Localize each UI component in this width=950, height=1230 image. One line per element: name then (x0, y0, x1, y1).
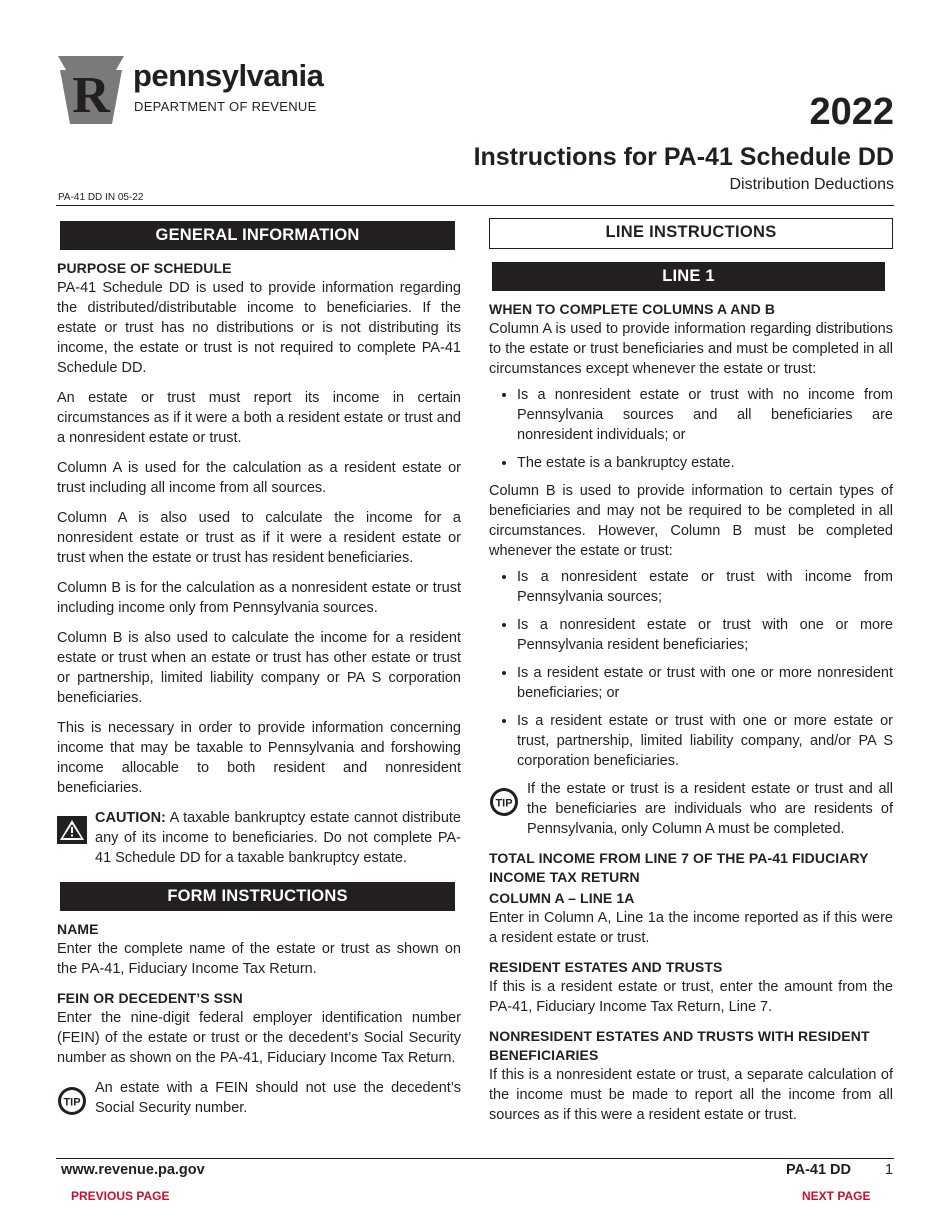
purpose-heading: PURPOSE OF SCHEDULE (57, 260, 232, 276)
footer-form-code: PA-41 DD (786, 1162, 851, 1178)
paragraph: An estate or trust must report its income in certain circumstances as if it were a both a resident estate or trust and a nonresident estate or trust. (57, 390, 461, 446)
name-heading: NAME (57, 921, 99, 937)
tip-icon-label: TIP (63, 1096, 81, 1109)
paragraph: Column B is also used to calculate the income for a resident estate or trust when an estate or trust has other estate or trust or partnership, limited liability company or PA S corporation beneficiaries. (57, 630, 461, 706)
caution-icon (57, 816, 87, 844)
list-item: • Is a resident estate or trust with one or more nonresident beneficiaries; or (517, 663, 893, 703)
name-text: Enter the complete name of the estate or trust as shown on the PA-41, Fiduciary Income Tax Return. (57, 941, 461, 977)
line-instructions-heading: LINE INSTRUCTIONS (489, 218, 893, 249)
tip-text: An estate with a FEIN should not use the decedent’s Social Security number. (95, 1080, 461, 1116)
logo-letter: R (72, 67, 110, 124)
fein-text: Enter the nine-digit federal employer identification number (FEIN) of the estate or trust or the decedent’s Social Security number as shown on the PA-41, Fiduciary Income Tax Return. (57, 1010, 461, 1066)
list-item: • Is a nonresident estate or trust with income from Pennsylvania sources; (517, 567, 893, 607)
tip-icon-label: TIP (495, 797, 513, 810)
form-instructions-heading: FORM INSTRUCTIONS (60, 882, 455, 911)
page-title: Instructions for PA-41 Schedule DD (473, 143, 894, 171)
page-subtitle: Distribution Deductions (729, 176, 894, 193)
list-item: • Is a resident estate or trust with one or more estate or trust, partnership, limited liability company, and/or PA S corporation beneficiaries. (517, 711, 893, 771)
left-column (57, 221, 461, 1128)
next-page-link[interactable]: NEXT PAGE (802, 1189, 871, 1203)
caution-label: CAUTION: (95, 810, 166, 826)
list-item: • Is a nonresident estate or trust with one or more Pennsylvania resident beneficiaries; (517, 615, 893, 655)
form-code: PA-41 DD IN 05-22 (58, 192, 144, 203)
department-name: DEPARTMENT OF REVENUE (134, 99, 317, 114)
paragraph: Column A is also used to calculate the income for a nonresident estate or trust as if it were a resident estate or trust when the estate or trust has resident beneficiaries. (57, 510, 461, 566)
caution-note (57, 808, 461, 868)
column-a-line-1a-text: Enter in Column A, Line 1a the income reported as if this were a resident estate or trust. (489, 910, 893, 946)
column-b-text: Column B is used to provide information to certain types of beneficiaries and may not be required to be completed in all circumstances. However, Column B must be completed whenever the estate or trust: (489, 483, 893, 559)
tax-year: 2022 (809, 91, 894, 133)
brand-name: pennsylvania (133, 58, 324, 93)
tip-icon (57, 1086, 87, 1116)
paragraph: This is necessary in order to provide information concerning income that may be taxable to Pennsylvania and forshowing income allocable to both resident and nonresident beneficiaries. (57, 720, 461, 796)
resident-text: If this is a resident estate or trust, enter the amount from the PA-41, Fiduciary Income Tax Return, Line 7. (489, 979, 893, 1015)
tip-text: If the estate or trust is a resident estate or trust and all the beneficiaries are individuals who are residents of Pennsylvania, only Column A must be completed. (527, 781, 893, 837)
right-column (489, 218, 893, 1135)
caution-text: A taxable bankruptcy estate cannot distribute any of its income to beneficiaries. Do not complete PA-41 Schedule DD for a taxable bankruptcy estate. (95, 810, 461, 866)
footer-divider (56, 1158, 894, 1159)
total-income-heading: TOTAL INCOME FROM LINE 7 OF THE PA-41 FIDUCIARY INCOME TAX RETURN (489, 850, 869, 885)
list-item: • Is a nonresident estate or trust with no income from Pennsylvania sources and all beneficiaries are nonresident individuals; or (517, 385, 893, 445)
when-to-complete-heading: WHEN TO COMPLETE COLUMNS A AND B (489, 301, 776, 317)
nonresident-heading: NONRESIDENT ESTATES AND TRUSTS WITH RESIDENT BENEFICIARIES (489, 1028, 870, 1063)
column-a-list (489, 385, 893, 473)
paragraph: Column B is for the calculation as a nonresident estate or trust including income only from Pennsylvania sources. (57, 580, 461, 616)
tip-note (57, 1078, 461, 1118)
column-b-list (489, 567, 893, 771)
header-divider (56, 205, 894, 206)
column-a-line-1a-heading: COLUMN A – LINE 1A (489, 890, 635, 906)
column-a-text: Column A is used to provide information regarding distributions to the estate or trust beneficiaries and must be completed in all circumstances except whenever the estate or trust: (489, 321, 893, 377)
nonresident-text: If this is a nonresident estate or trust, a separate calculation of the income must be made to report all the income from all sources as if this were a resident estate or trust. (489, 1067, 893, 1123)
page-number: 1 (885, 1162, 894, 1178)
previous-page-link[interactable]: PREVIOUS PAGE (71, 1189, 170, 1203)
paragraph: Column A is used for the calculation as a resident estate or trust including all income from all sources. (57, 460, 461, 496)
paragraph: PA-41 Schedule DD is used to provide information regarding the distributed/distributable income to beneficiaries. If the estate or trust has no distributions or is not distributing its income, the estate or trust is not required to complete PA-41 Schedule DD. (57, 280, 461, 376)
tip-note (489, 779, 893, 839)
tip-icon (489, 787, 519, 817)
list-item: • The estate is a bankruptcy estate. (517, 453, 893, 473)
fein-heading: FEIN OR DECEDENT’S SSN (57, 990, 243, 1006)
general-information-heading: GENERAL INFORMATION (60, 221, 455, 250)
resident-heading: RESIDENT ESTATES AND TRUSTS (489, 959, 723, 975)
line-1-heading: LINE 1 (492, 262, 885, 291)
website-link[interactable]: www.revenue.pa.gov (61, 1162, 205, 1178)
keystone-logo (56, 56, 126, 124)
